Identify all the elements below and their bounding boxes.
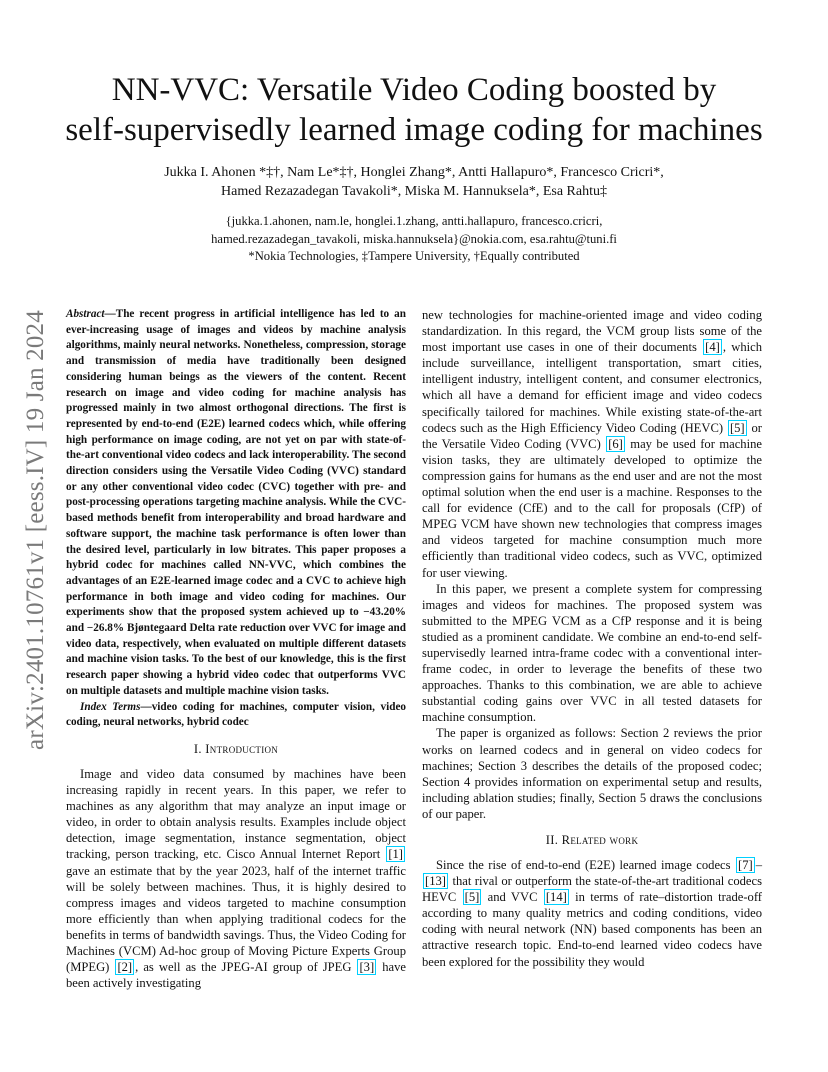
text-run: Image and video data consumed by machines have been increasing rapidly in recent years. In this paper, we refer to machines as any algorithm that may analyze an input image or video, in order to obtain analysis results. Examples include object detection, image segmentation, instance segmentation, object tracking, person tracking, etc. Cisco Annual Internet Report: [66, 766, 406, 862]
text-run: that rival or outperform the state-of-the-art traditional codecs HEVC: [422, 874, 762, 905]
related-work-paragraph: [422, 857, 762, 970]
intro-paragraph: [66, 766, 406, 991]
email-line: hamed.rezazadegan_tavakoli, miska.hannuksela}@nokia.com, esa.rahtu@tuni.fi: [211, 231, 617, 246]
abstract: [66, 307, 406, 700]
citation-link[interactable]: [1]: [388, 847, 403, 862]
citation-link[interactable]: [14]: [545, 890, 567, 905]
citation-link[interactable]: [4]: [705, 340, 720, 355]
affiliations: [80, 213, 748, 266]
citation-link[interactable]: [2]: [117, 960, 133, 975]
citation-link[interactable]: [7]: [738, 858, 753, 872]
section-heading-introduction: I. Introduction: [193, 741, 279, 756]
affiliation-line: *Nokia Technologies, ‡Tampere University, †Equally contributed: [248, 249, 580, 263]
index-terms-text: —video coding for machines, computer vision, video coding, neural networks, hybrid codec: [66, 700, 406, 729]
author-line: Hamed Rezazadegan Tavakoli*, Miska M. Hannuksela*, Esa Rahtu‡: [221, 184, 607, 199]
text-run: gave an estimate that by the year 2023, half of the internet traffic will be solely between machines. Thus, it is highly desired to compress images and videos targeted to machine consumption more efficiently than when applying traditional codecs for the benefits in terms of bandwidth savings. Thus, the Video Coding for Machines (VCM) Ad-hoc group of Moving Picture Experts Group (MPEG): [66, 863, 406, 975]
text-run: , as well as the JPEG-AI group of JPEG: [135, 960, 352, 975]
text-run: and VVC: [487, 890, 538, 905]
author-line: Jukka I. Ahonen *‡†, Nam Le*‡†, Honglei Zhang*, Antti Hallapuro*, Francesco Cricri*,: [164, 165, 664, 180]
index-terms: [66, 700, 406, 731]
abstract-text: —The recent progress in artificial intelligence has led to an ever-increasing usage of images and videos by machine analysis algorithms, mainly neural networks. Nonetheless, compression, storage and transmission of media have traditionally been designed considering human beings as the viewers of the content. Recent research on image and video coding for machine analysis has progressed mainly in two almost orthogonal directions. The first is represented by end-to-end (E2E) learned codecs which, while offering high performance on image coding, are not yet on par with state-of-the-art conventional video codecs and lack interoperability. The second direction considers using the Versatile Video Coding (VVC) standard or any other conventional video codec (CVC) together with pre- and post-processing operations targeting machine analysis. While the CVC-based methods benefit from interoperability and broad hardware and software support, the machine task performance is often lower than the desired level, particularly in low bitrates. This paper proposes a hybrid codec for machines called NN-VVC, which combines the advantages of an E2E-learned image codec and a CVC to achieve high performance in both image and video coding for machines. Our experiments show that the proposed system achieved up to −43.20% and −26.8% Bjøntegaard Delta rate reduction over VVC for image and video data, respectively, when evaluated on multiple different datasets and machine vision tasks. To the best of our knowledge, this is the first research paper showing a hybrid video codec that outperforms VVC on multiple datasets and multiple machine vision tasks.: [66, 308, 406, 697]
arxiv-stamp-text: arXiv:2401.10761v1 [eess.IV] 19 Jan 2024: [22, 310, 49, 750]
section-heading-related-work: II. Related work: [545, 833, 639, 847]
citation-link[interactable]: [3]: [359, 960, 375, 975]
index-terms-lead: Index Terms: [80, 700, 141, 713]
citation-link[interactable]: [6]: [608, 436, 623, 451]
body-paragraph: In this paper, we present a complete system for compressing images and videos for machines. The proposed system was submitted to the MPEG VCM as a CfP response and it is being studied as a prominent candidate. We combine an end-to-end self-supervisedly learned intra-frame codec with a conventional inter-frame codec, in order to leverage the benefits of these two approaches. Thanks to this combination, we are able to achieve substantial coding gains over VVC in all tested datasets for machine consumption.: [422, 581, 762, 725]
body-paragraph: The paper is organized as follows: Section 2 reviews the prior works on learned codecs and in general on video codecs for machines; Section 3 describes the details of the proposed codec; Section 4 provides information on experimental setup and results, including ablation studies; finally, Section 5 draws the conclusions of our paper.: [422, 726, 762, 821]
text-run: may be used for machine vision tasks, they are ultimately developed to optimize the compression gains for humans as the end user and are not the most optimal solution when the end user is a machine. Responses to the call for evidence (CfE) and to the call for proposals (CfP) of MPEG VCM have shown new technologies that compress images and videos targeted for machine consumption much more efficiently than traditional video codecs, such as VVC, optimized for user viewing.: [422, 436, 762, 580]
citation-link[interactable]: [5]: [464, 890, 480, 905]
text-run: –: [755, 858, 763, 872]
paper-title: [40, 70, 788, 150]
text-run: have been actively investigating: [66, 960, 406, 991]
text-run: , which include surveillance, intelligent transportation, smart cities, intelligent industry, intelligent content, and consumer electronics, which all have a demand for efficient image and video codecs specifically tailored for machines. While existing state-of-the-art codecs such as the High Efficiency Video Coding (HEVC): [422, 340, 762, 435]
email-line: {jukka.1.ahonen, nam.le, honglei.1.zhang, antti.hallapuro, francesco.cricri,: [225, 214, 603, 228]
text-run: in terms of rate–distortion trade-off according to many quality metrics and coding conditions, video coding with neural network (NN) based components has been an attractive research topic. End-to-end learned video codecs have been explored for the possibility they would: [422, 890, 762, 969]
citation-link[interactable]: [5]: [729, 420, 745, 435]
citation-link[interactable]: [13]: [425, 874, 446, 889]
left-column: [66, 307, 406, 991]
text-run: Since the rise of end-to-end (E2E) learned image codecs: [436, 858, 731, 872]
abstract-lead: Abstract: [66, 308, 105, 320]
text-run: new technologies for machine-oriented image and video coding standardization. In this regard, the VCM group lists some of the most important use cases in one of their documents: [422, 308, 762, 355]
intro-paragraph-continued: [422, 307, 762, 581]
title-line: self-supervisedly learned image coding for machines: [65, 112, 763, 148]
right-column: [422, 307, 762, 970]
title-line: NN-VVC: Versatile Video Coding boosted by: [111, 72, 717, 108]
text-run: or the Versatile Video Coding (VVC): [422, 420, 762, 451]
author-list: [80, 163, 748, 201]
arxiv-stamp: [16, 290, 56, 770]
